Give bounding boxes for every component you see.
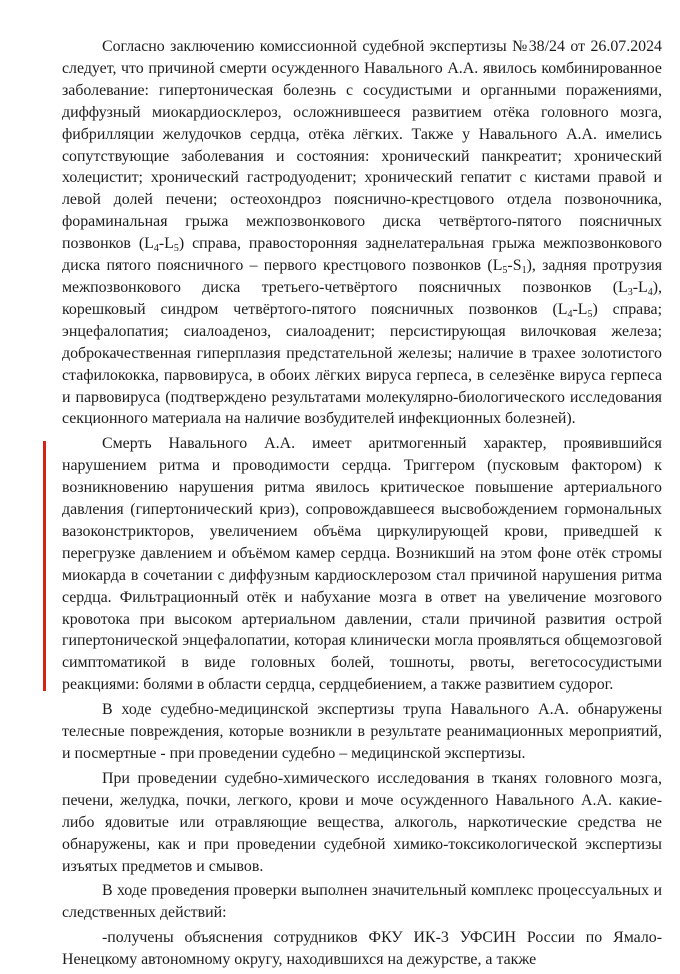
text-segment: При проведении судебно-химического исследования в тканях головного мозга, печени, желудка, почки, легкого, крови и моче осужденного Навального А.А. какие-либо ядовитые или отравляющие вещества, алкоголь, наркотические средства не обнаружены, как и при проведении судебной химико-токсикологической экспертизы изъятых предметов и смывов. bbox=[62, 769, 662, 875]
vertebra-subscript: 4 bbox=[153, 243, 159, 255]
vertebra-subscript: 5 bbox=[502, 265, 508, 277]
text-segment: ) справа; энцефалопатия; сиалоаденоз, сиалоаденит; персистирующая вилочковая железа; доброкачественная гиперплазия предстательной железы; наличие в трахее золотистого стафилококка, парвовируса, в обоих лёгких вируса герпеса, в селезёнке вируса герпеса и парвовируса (подтверждено результатами молекулярно-биологического исследования секционного материала на наличие возбудителей инфекционных болезней). bbox=[62, 300, 662, 428]
text-segment: -L bbox=[632, 278, 648, 296]
text-segment: -S bbox=[507, 257, 522, 275]
text-segment: В ходе проведения проверки выполнен значительный комплекс процессуальных и следственных действий: bbox=[62, 882, 662, 922]
vertebra-subscript: 5 bbox=[173, 243, 179, 255]
paragraph-explanations bbox=[62, 927, 662, 971]
paragraph-toxicology bbox=[62, 768, 662, 878]
text-segment: Смерть Навального А.А. имеет аритмогенный характер, проявившийся нарушением ритма и проводимости сердца. Триггером (пусковым фактором) к возникновению нарушения ритма явилось критическое повышение артериального давления (гипертонический криз), сопровождавшееся высвобождением гормональных вазоконстрикторов, увеличением объёма циркулирующей крови, приведшей к перегрузке давлением и объёмом камер сердца. Возникший на этом фоне отёк стромы миокарда в сочетании с диффузным кардиосклерозом стал причиной нарушения ритма сердца. Фильтрационный отёк и набухание мозга в ответ на увеличение мозгового кровотока при высоком артериальном давлении, стали причиной развития острой гипертонической энцефалопатии, которая клинически могла проявляться общемозговой симптоматикой в виде головных болей, тошноты, рвоты, вегетососудистыми реакциями: болями в области сердца, сердцебиением, а также развитием судорог. bbox=[62, 435, 662, 694]
vertebra-subscript: 1 bbox=[521, 265, 527, 277]
text-segment: ), корешковый синдром четвёртого-пятого поясничных позвонков (L bbox=[62, 278, 662, 318]
vertebra-subscript: 4 bbox=[567, 308, 573, 320]
paragraph-investigation bbox=[62, 880, 662, 924]
vertebra-subscript: 5 bbox=[587, 308, 593, 320]
text-segment: ) справа, правосторонняя заднелатеральная грыжа межпозвонкового диска пятого поясничного – первого крестцового позвонков (L bbox=[62, 235, 663, 275]
vertebra-subscript: 4 bbox=[647, 286, 653, 298]
text-segment: -L bbox=[158, 235, 174, 253]
margin-highlight-bar bbox=[43, 441, 46, 691]
text-segment: ), задняя протрузия межпозвонкового диска третьего-четвёртого поясничных позвонков (L bbox=[62, 257, 663, 296]
paragraph-injuries bbox=[62, 699, 662, 765]
text-segment: Согласно заключению комиссионной судебной экспертизы №38/24 от 26.07.2024 следует, что причиной смерти осужденного Навального А.А. явилось комбинированное заболевание: гипертоническая болезнь с сосудистыми и органными поражениями, диффузный миокардиосклероз, осложнившееся развитием отёка головного мозга, фибрилляции желудочков сердца, отёка лёгких. Также у Навального А.А. имелись сопутствующие заболевания и состояния: хронический панкреатит; хронический холецистит; хронический гастродуоденит; хронический гепатит с кистами правой и левой долей печени; остеохондроз пояснично-крестцового отдела позвоночника, фораминальная грыжа межпозвонкового диска четвёртого-пятого поясничных позвонков (L bbox=[62, 38, 662, 253]
vertebra-subscript: 3 bbox=[627, 286, 633, 298]
text-segment: -получены объяснения сотрудников ФКУ ИК-3 УФСИН России по Ямало-Ненецкому автономному округу, находившихся на дежурстве, а также bbox=[62, 929, 662, 969]
text-segment: -L bbox=[572, 300, 588, 318]
paragraph-death-cause bbox=[62, 433, 662, 696]
paragraph-conclusion bbox=[62, 36, 662, 430]
text-segment: В ходе судебно-медицинской экспертизы трупа Навального А.А. обнаружены телесные повреждения, которые возникли в результате реанимационных мероприятий, и посмертные - при проведении судебно – медицинской экспертизы. bbox=[62, 701, 662, 762]
document-body bbox=[62, 36, 662, 974]
